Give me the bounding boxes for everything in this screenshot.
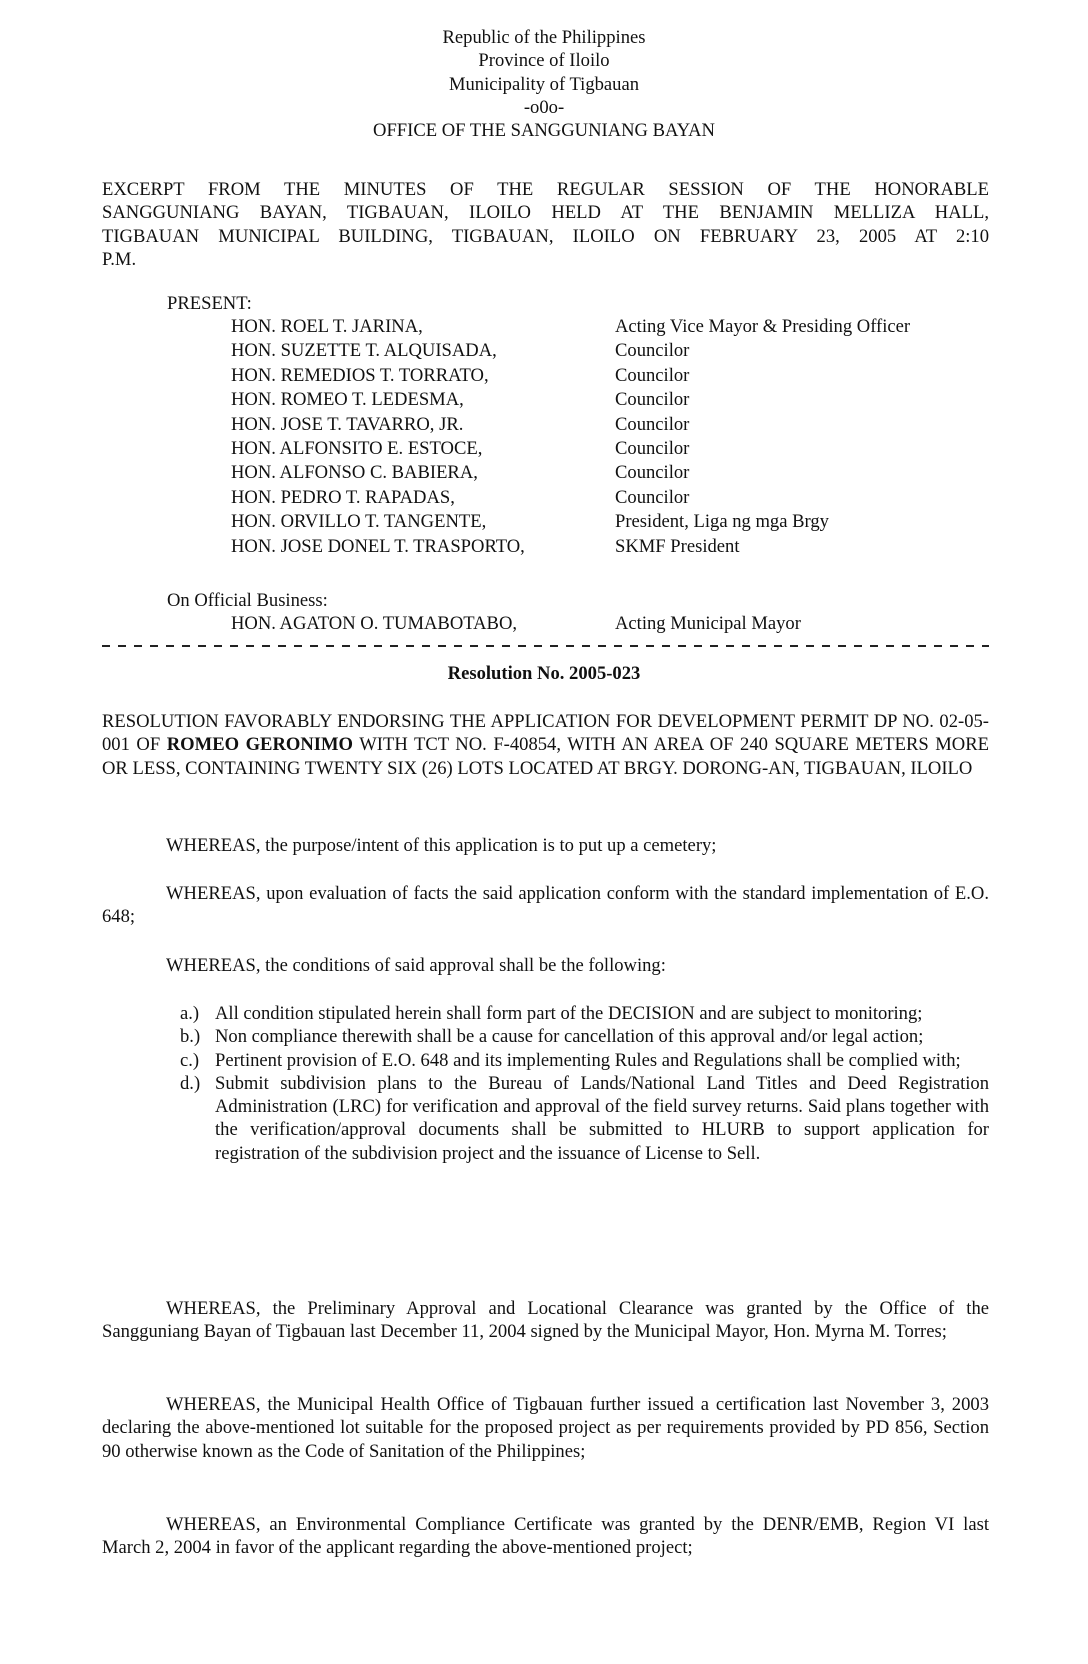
roster-row — [231, 612, 801, 636]
official-business-roster — [231, 612, 801, 636]
member-title: President, Liga ng mga Brgy — [615, 511, 829, 533]
excerpt-line: TIGBAUAN MUNICIPAL BUILDING, TIGBAUAN, ILOILO ON FEBRUARY 23, 2005 AT 2:10 — [102, 225, 989, 247]
resolution-title-part1: RESOLUTION FAVORABLY ENDORSING THE APPLICATION FOR DEVELOPMENT PERMIT DP NO. 02-05-001 OF — [102, 711, 989, 756]
condition-item — [180, 1049, 989, 1072]
present-roster — [231, 315, 910, 559]
roster-row — [231, 510, 910, 534]
condition-item — [180, 1025, 989, 1048]
member-title: Councilor — [615, 389, 690, 411]
whereas-preliminary-approval: WHEREAS, the Preliminary Approval and Locational Clearance was granted by the Office of the Sangguniang Bayan of Tigbauan last December 11, 2004 signed by the Municipal Mayor, Hon. Myrna M. Torres; — [102, 1298, 989, 1343]
roster-row — [231, 461, 910, 485]
whereas-health-certification: WHEREAS, the Municipal Health Office of Tigbauan further issued a certification last November 3, 2003 declaring the above-mentioned lot suitable for the proposed project as per requirements provided by PD 856, Section 90 otherwise known as the Code of Sanitation of the Philippines; — [102, 1394, 989, 1462]
member-name: HON. JOSE T. TAVARRO, JR. — [231, 413, 464, 435]
condition-marker: a.) — [180, 1003, 200, 1024]
excerpt-line: SANGGUNIANG BAYAN, TIGBAUAN, ILOILO HELD AT THE BENJAMIN MELLIZA HALL, — [102, 202, 989, 224]
member-title: Acting Municipal Mayor — [615, 613, 801, 634]
country-line: Republic of the Philippines — [442, 27, 646, 48]
condition-text: Non compliance therewith shall be a cause for cancellation of this approval and/or legal action; — [215, 1026, 924, 1048]
whereas-evaluation: WHEREAS, upon evaluation of facts the said application conform with the standard implementation of E.O. 648; — [102, 883, 989, 928]
official-business-label: On Official Business: — [167, 590, 328, 611]
condition-text: All condition stipulated herein shall form part of the DECISION and are subject to monitoring; — [215, 1003, 923, 1024]
whereas-conditions-intro: WHEREAS, the conditions of said approval shall be the following: — [166, 955, 666, 976]
condition-text: Submit subdivision plans to the Bureau of Lands/National Land Titles and Deed Registration Administration (LRC) for verification and approval of the field survey returns. Said plans together with the verification/approval documents shall be submitted to HLURB to support application for registration of the subdivision project and the issuance of License to Sell. — [215, 1072, 989, 1164]
member-name: HON. SUZETTE T. ALQUISADA, — [231, 340, 497, 362]
excerpt-heading — [102, 178, 989, 271]
whereas-purpose: WHEREAS, the purpose/intent of this application is to put up a cemetery; — [166, 835, 717, 856]
member-title: SKMF President — [615, 535, 740, 557]
member-name: HON. ROEL T. JARINA, — [231, 316, 423, 337]
excerpt-line: EXCERPT FROM THE MINUTES OF THE REGULAR SESSION OF THE HONORABLE — [102, 179, 989, 200]
office-line: OFFICE OF THE SANGGUNIANG BAYAN — [373, 120, 715, 142]
roster-row — [231, 364, 910, 388]
member-name: HON. ALFONSO C. BABIERA, — [231, 462, 478, 484]
member-name: HON. AGATON O. TUMABOTABO, — [231, 613, 518, 634]
roster-row — [231, 486, 910, 510]
resolution-title — [102, 710, 989, 780]
roster-row — [231, 315, 910, 339]
condition-item — [180, 1072, 989, 1165]
member-title: Councilor — [615, 340, 690, 362]
member-title: Councilor — [615, 364, 690, 386]
condition-marker: b.) — [180, 1026, 201, 1048]
member-title: Councilor — [615, 462, 690, 484]
roster-row — [231, 339, 910, 363]
member-name: HON. ORVILLO T. TANGENTE, — [231, 511, 487, 533]
condition-marker: c.) — [180, 1049, 200, 1071]
conditions-list — [180, 1002, 989, 1165]
province-line: Province of Iloilo — [478, 50, 610, 72]
member-title: Acting Vice Mayor & Presiding Officer — [615, 316, 911, 337]
condition-text: Pertinent provision of E.O. 648 and its implementing Rules and Regulations shall be complied with; — [215, 1049, 961, 1071]
applicant-name: ROMEO GERONIMO — [166, 734, 354, 756]
roster-row — [231, 388, 910, 412]
member-title: Councilor — [615, 437, 690, 459]
roster-row — [231, 413, 910, 437]
condition-marker: d.) — [180, 1072, 201, 1094]
member-name: HON. ROMEO T. LEDESMA, — [231, 389, 464, 411]
resolution-title-part2: WITH TCT NO. F-40854, WITH AN AREA OF 240 SQUARE METERS MORE OR LESS, CONTAINING TWENTY SIX (26) LOTS LOCATED AT BRGY. DORONG-AN, TIGBAUAN, ILOILO — [102, 734, 989, 779]
member-name: HON. ALFONSITO E. ESTOCE, — [231, 437, 483, 459]
header-separator: -o0o- — [523, 96, 565, 118]
condition-item — [180, 1002, 989, 1025]
roster-row — [231, 437, 910, 461]
roster-row — [231, 535, 910, 559]
letterhead — [0, 26, 1088, 142]
member-title: Councilor — [615, 413, 690, 435]
present-label: PRESENT: — [167, 293, 252, 314]
member-name: HON. REMEDIOS T. TORRATO, — [231, 364, 489, 386]
dashed-divider — [102, 645, 989, 647]
municipality-line: Municipality of Tigbauan — [448, 73, 640, 95]
member-title: Councilor — [615, 486, 690, 508]
resolution-number: Resolution No. 2005-023 — [447, 663, 641, 684]
member-name: HON. JOSE DONEL T. TRASPORTO, — [231, 535, 525, 557]
excerpt-line: P.M. — [102, 248, 137, 270]
whereas-environmental-certificate: WHEREAS, an Environmental Compliance Certificate was granted by the DENR/EMB, Region VI last March 2, 2004 in favor of the applicant regarding the above-mentioned project; — [102, 1514, 989, 1559]
member-name: HON. PEDRO T. RAPADAS, — [231, 486, 455, 508]
